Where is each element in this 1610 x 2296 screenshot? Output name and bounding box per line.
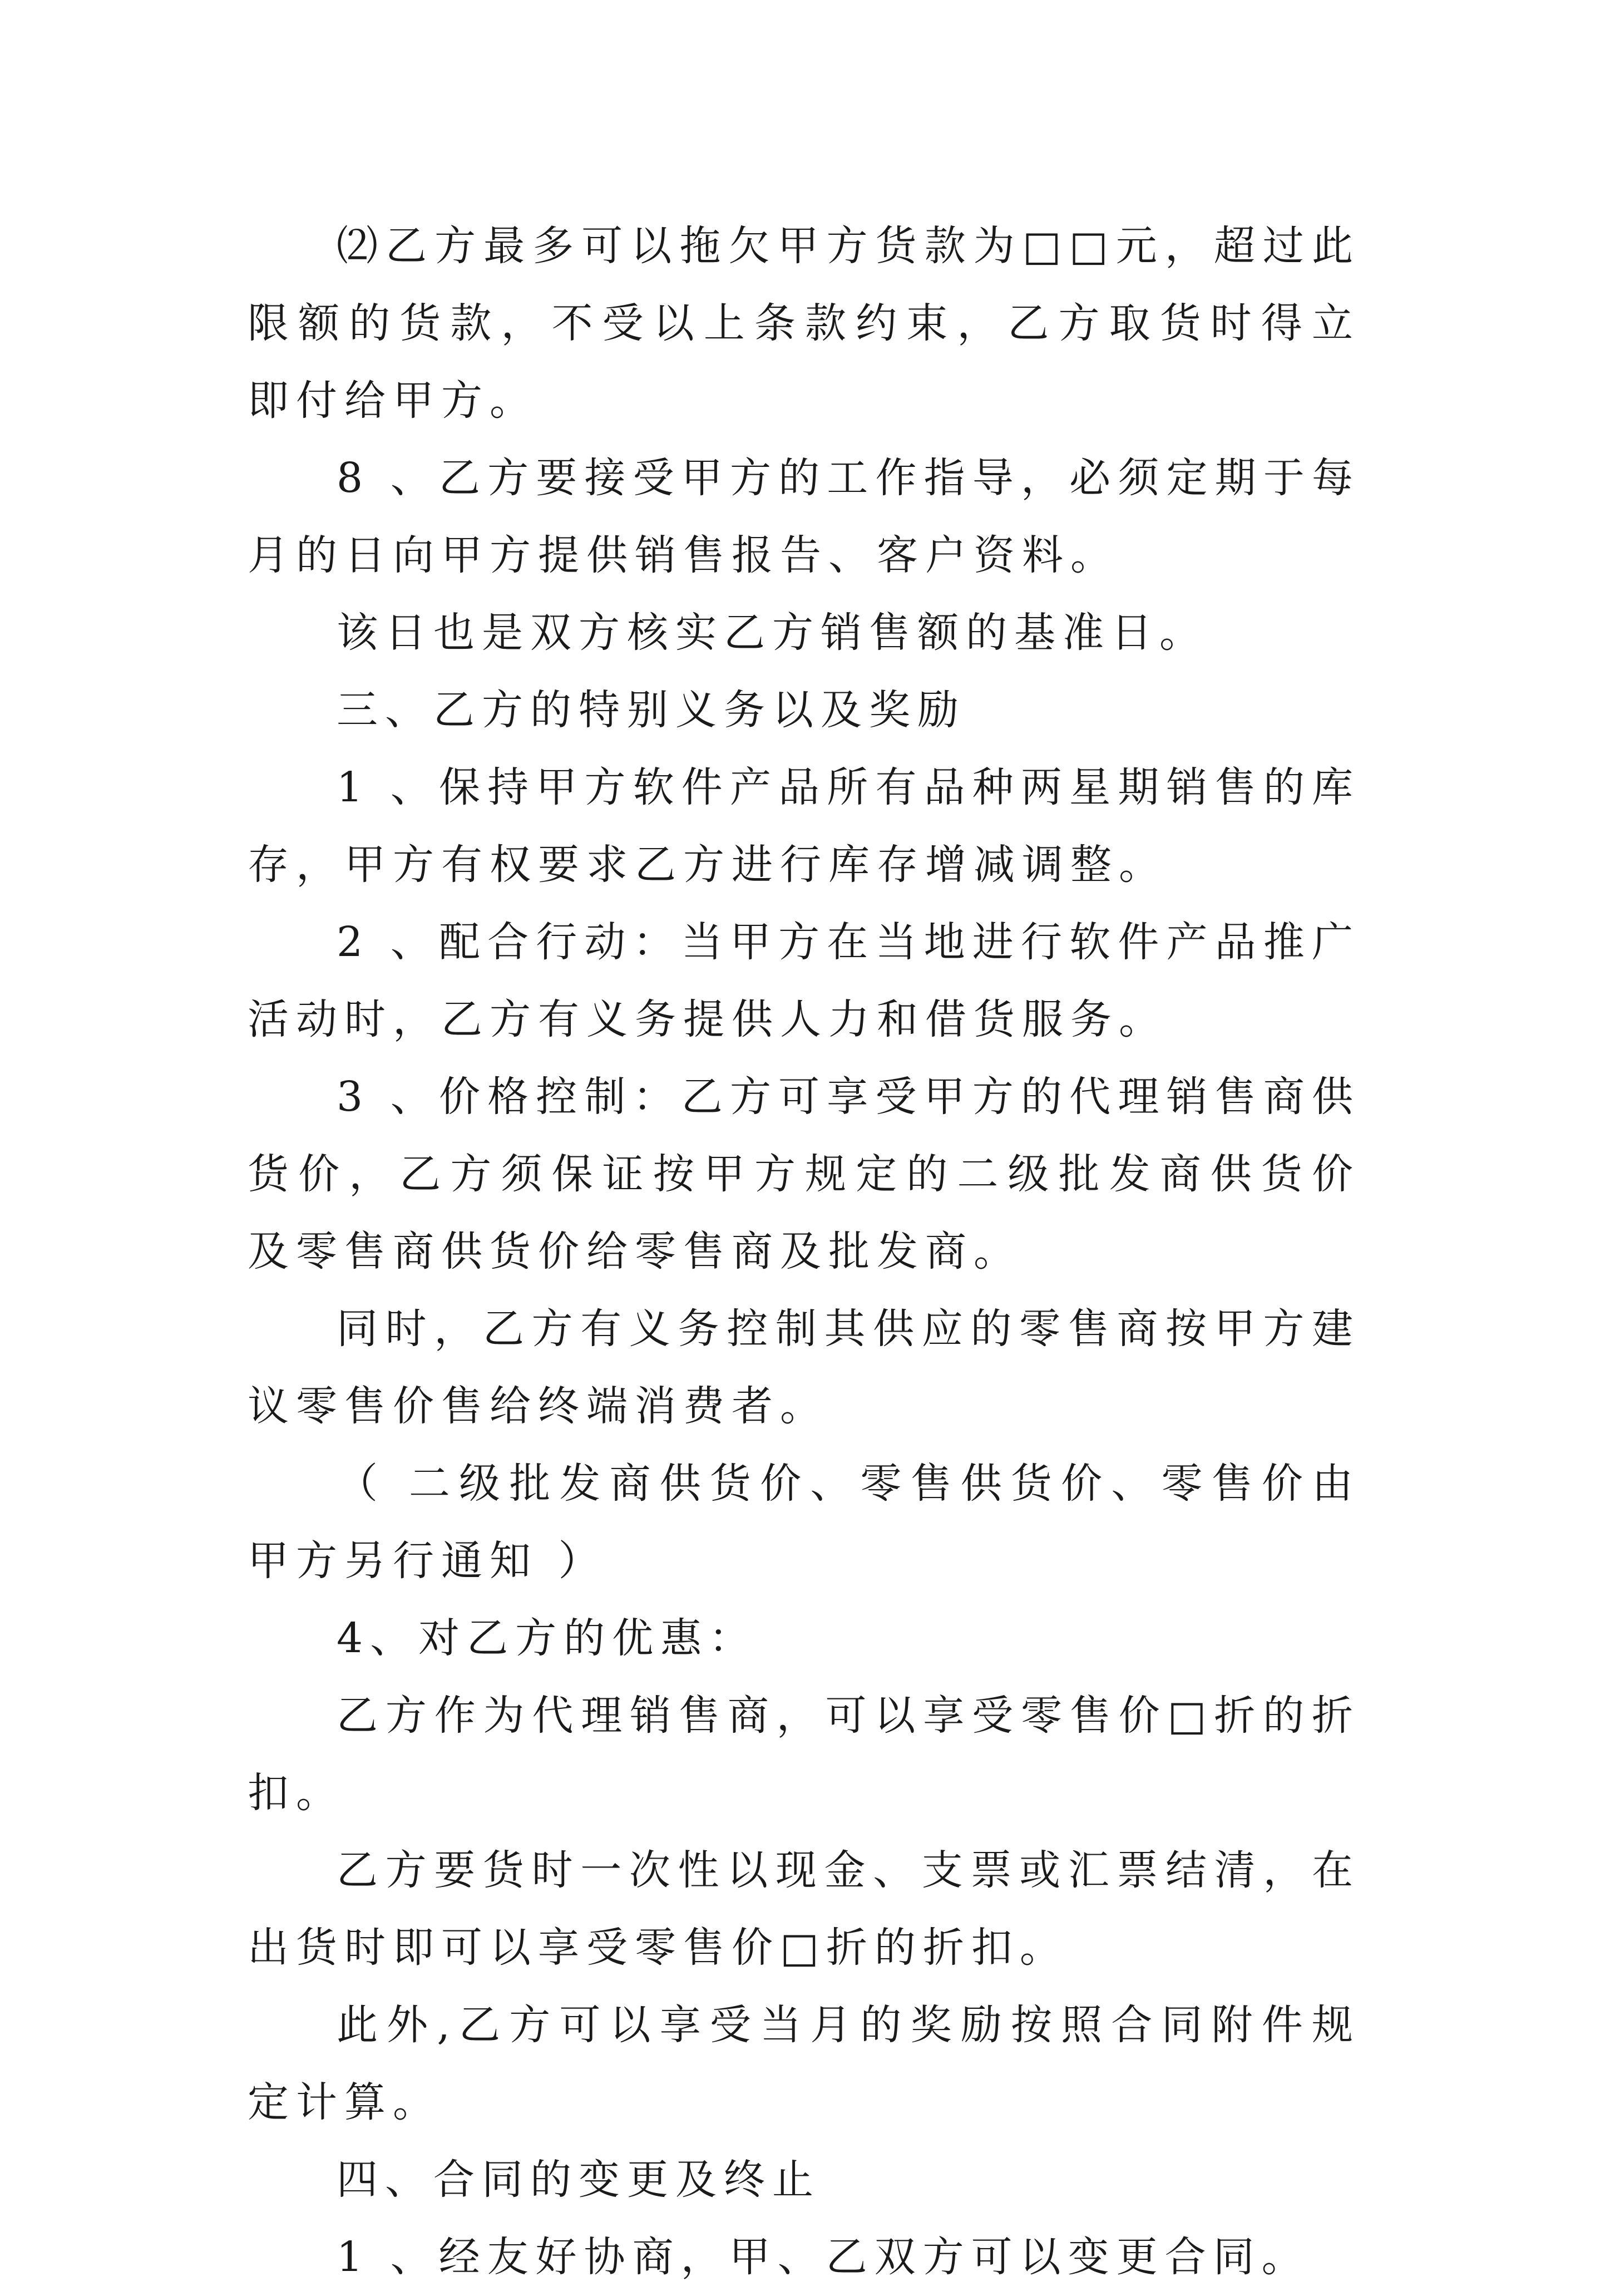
paragraph-contract-change: 1 、经友好协商，甲、乙双方可以变更合同。 — [337, 2233, 1310, 2281]
paragraph-agent-discount: 乙方作为代理销售商，可以享受零售价□折的折扣。 — [248, 1692, 1360, 1817]
paragraph-clause-8: 8 、乙方要接受甲方的工作指导，必须定期于每月的日向甲方提供销售报告、客户资料。 — [248, 454, 1360, 579]
paragraph-price-notice: （ 二级批发商供货价、零售供货价、零售价由甲方另行通知 ） — [248, 1460, 1360, 1585]
paragraph-inventory: 1 、保持甲方软件产品所有品种两星期销售的库存，甲方有权要求乙方进行库存增减调整。 — [248, 763, 1360, 889]
paragraph-discounts-heading: 4、对乙方的优惠： — [337, 1614, 758, 1662]
section-heading-obligations: 三、乙方的特别义务以及奖励 — [337, 686, 966, 734]
document-body — [248, 208, 1360, 2296]
paragraph-price-control: 3 、价格控制：乙方可享受甲方的代理销售商供货价，乙方须保证按甲方规定的二级批发商供货价及零售商供货价给零售商及批发商。 — [248, 1073, 1360, 1275]
section-heading-changes: 四、合同的变更及终止 — [337, 2156, 821, 2204]
paragraph-retail-price: 同时，乙方有义务控制其供应的零售商按甲方建议零售价售给终端消费者。 — [248, 1305, 1360, 1430]
paragraph-cash-discount: 乙方要货时一次性以现金、支票或汇票结清，在出货时即可以享受零售价□折的折扣。 — [248, 1846, 1360, 1972]
paragraph-cooperation: 2 、配合行动：当甲方在当地进行软件产品推广活动时，乙方有义务提供人力和借货服务。 — [248, 918, 1360, 1043]
paragraph-payment-limit: ⑵乙方最多可以拖欠甲方货款为□□元，超过此限额的货款，不受以上条款约束，乙方取货时得立即付给甲方。 — [248, 222, 1360, 425]
paragraph-monthly-reward: 此外,乙方可以享受当月的奖励按照合同附件规定计算。 — [248, 2001, 1360, 2126]
paragraph-base-date: 该日也是双方核实乙方销售额的基准日。 — [337, 609, 1208, 657]
